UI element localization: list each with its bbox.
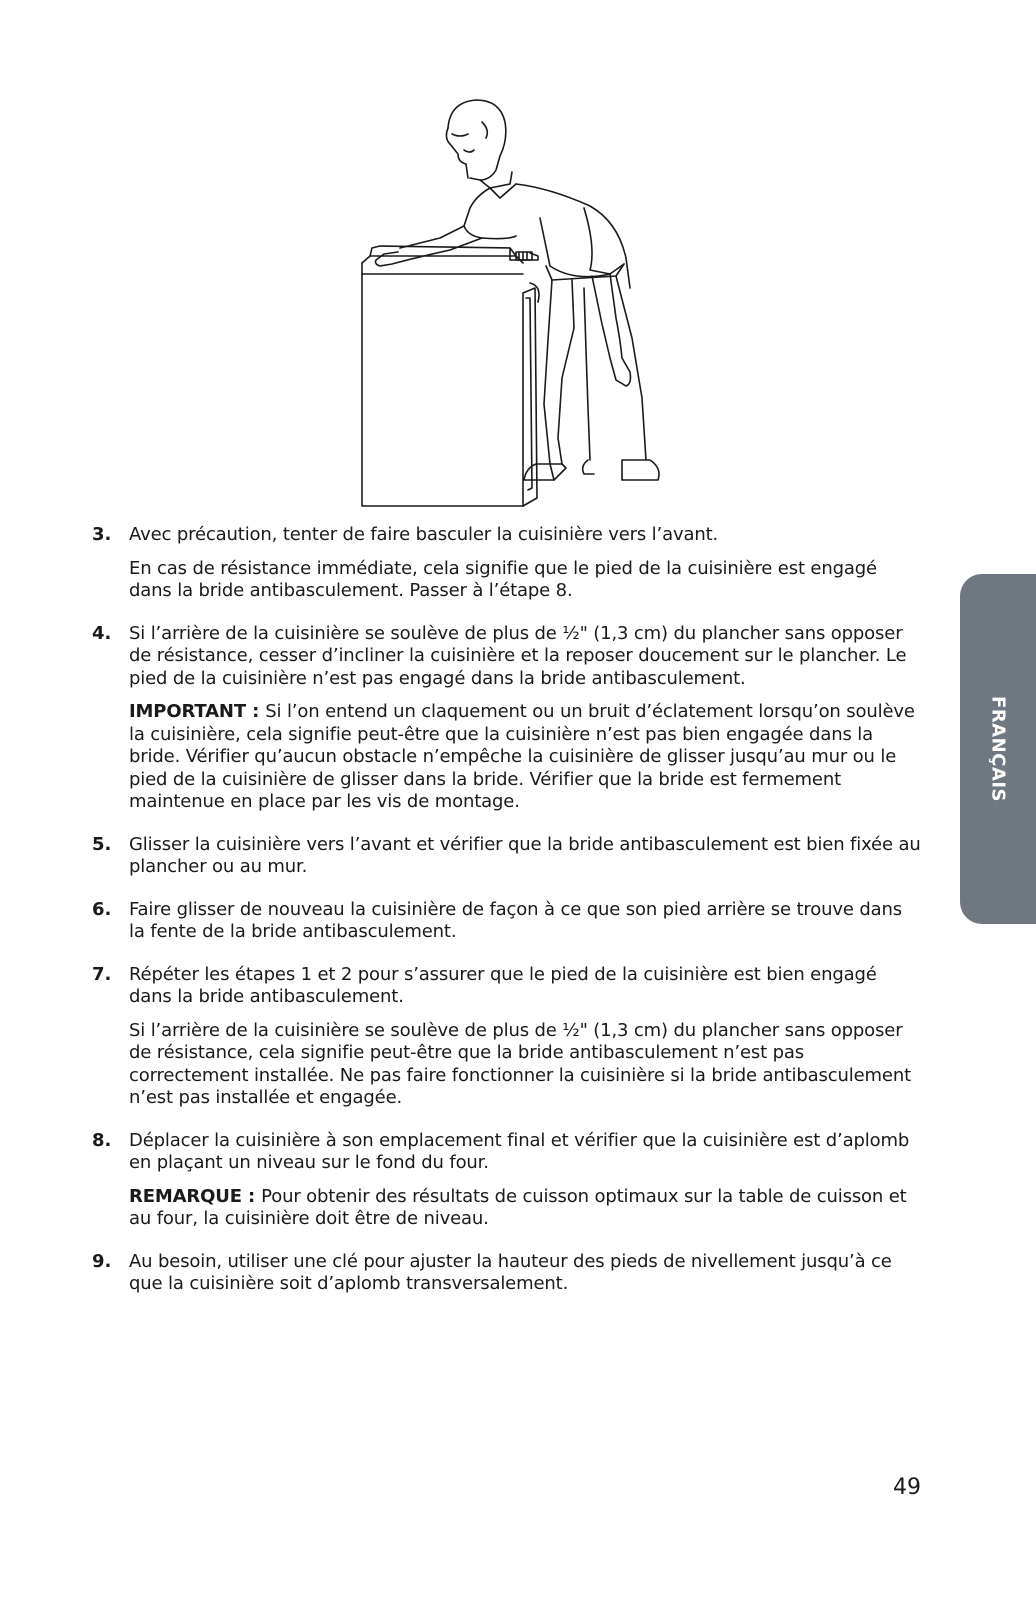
page-number: 49 (893, 1475, 921, 1500)
step-paragraph (129, 623, 922, 691)
step-body (129, 524, 922, 614)
step-body (129, 899, 922, 955)
step-5 (92, 834, 922, 890)
step-paragraph (129, 834, 922, 879)
step-paragraph (129, 899, 922, 944)
paragraph-lead: REMARQUE : (129, 1185, 262, 1207)
step-body (129, 964, 922, 1121)
step-9 (92, 1251, 922, 1307)
language-side-tab (960, 574, 1036, 924)
step-body (129, 834, 922, 890)
step-number: 6. (92, 898, 112, 920)
paragraph-text: Faire glisser de nouveau la cuisinière de façon à ce que son pied arrière se trouve dans la fente de la bride antibasculement. (129, 898, 902, 942)
step-4 (92, 623, 922, 825)
paragraph-text: Si l’on entend un claquement ou un bruit d’éclatement lorsqu’on soulève la cuisinière, cela signifie peut-être que la cuisinière n’est pas bien engagée dans la bride. Vérifier qu’aucun obstacle n’empêche la cuisinière de glisser jusqu’au mur ou le pied de la cuisinière de glisser dans la bride. Vérifier que la bride est fermement maintenue en place par les vis de montage. (129, 701, 915, 812)
step-paragraph (129, 1130, 922, 1175)
step-number: 8. (92, 1129, 112, 1151)
step-paragraph (129, 558, 922, 603)
man-tilting-range-illustration (340, 88, 670, 518)
step-6 (92, 899, 922, 955)
paragraph-text: Glisser la cuisinière vers l’avant et vérifier que la bride antibasculement est bien fixée au plancher ou au mur. (129, 833, 921, 877)
step-paragraph-remarque (129, 1186, 922, 1231)
paragraph-lead: IMPORTANT : (129, 701, 266, 722)
paragraph-text: Répéter les étapes 1 et 2 pour s’assurer que le pied de la cuisinière est bien engagé dans la bride antibasculement. (129, 963, 877, 1007)
paragraph-text: Déplacer la cuisinière à son emplacement final et vérifier que la cuisinière est d’aplomb en plaçant un niveau sur le fond du four. (129, 1129, 910, 1173)
step-number: 4. (92, 622, 112, 644)
step-paragraph (129, 964, 922, 1009)
step-3 (92, 524, 922, 614)
step-number: 7. (92, 963, 112, 985)
step-paragraph-important (129, 701, 922, 814)
step-number: 5. (92, 833, 112, 855)
step-8 (92, 1130, 922, 1242)
paragraph-text: Pour obtenir des résultats de cuisson optimaux sur la table de cuisson et au four, la cuisinière doit être de niveau. (129, 1185, 907, 1229)
instruction-steps (92, 524, 922, 1316)
step-body (129, 623, 922, 825)
paragraph-text: Si l’arrière de la cuisinière se soulève de plus de ½" (1,3 cm) du plancher sans opposer de résistance, cela signifie peut-être que la bride antibasculement n’est pas correctement installée. Ne pas faire fonctionner la cuisinière si la bride antibasculement n’est pas installée et engagée. (129, 1019, 911, 1108)
step-body (129, 1251, 922, 1307)
paragraph-text: Si l’arrière de la cuisinière se soulève de plus de ½" (1,3 cm) du plancher sans opposer de résistance, cesser d’incliner la cuisinière et la reposer doucement sur le plancher. Le pied de la cuisinière n’est pas engagé dans la bride antibasculement. (129, 622, 907, 689)
step-paragraph (129, 1251, 922, 1296)
step-body (129, 1130, 922, 1242)
step-7 (92, 964, 922, 1121)
paragraph-text: Avec précaution, tenter de faire basculer la cuisinière vers l’avant. (129, 524, 719, 545)
language-label: FRANÇAIS (987, 696, 1009, 802)
paragraph-text: Au besoin, utiliser une clé pour ajuster la hauteur des pieds de nivellement jusqu’à ce que la cuisinière soit d’aplomb transversalement. (129, 1250, 892, 1294)
step-number: 3. (92, 524, 112, 545)
step-paragraph (129, 524, 922, 547)
paragraph-text: En cas de résistance immédiate, cela signifie que le pied de la cuisinière est engagé dans la bride antibasculement. Passer à l’étape 8. (129, 557, 877, 601)
step-paragraph (129, 1020, 922, 1110)
step-number: 9. (92, 1250, 112, 1272)
